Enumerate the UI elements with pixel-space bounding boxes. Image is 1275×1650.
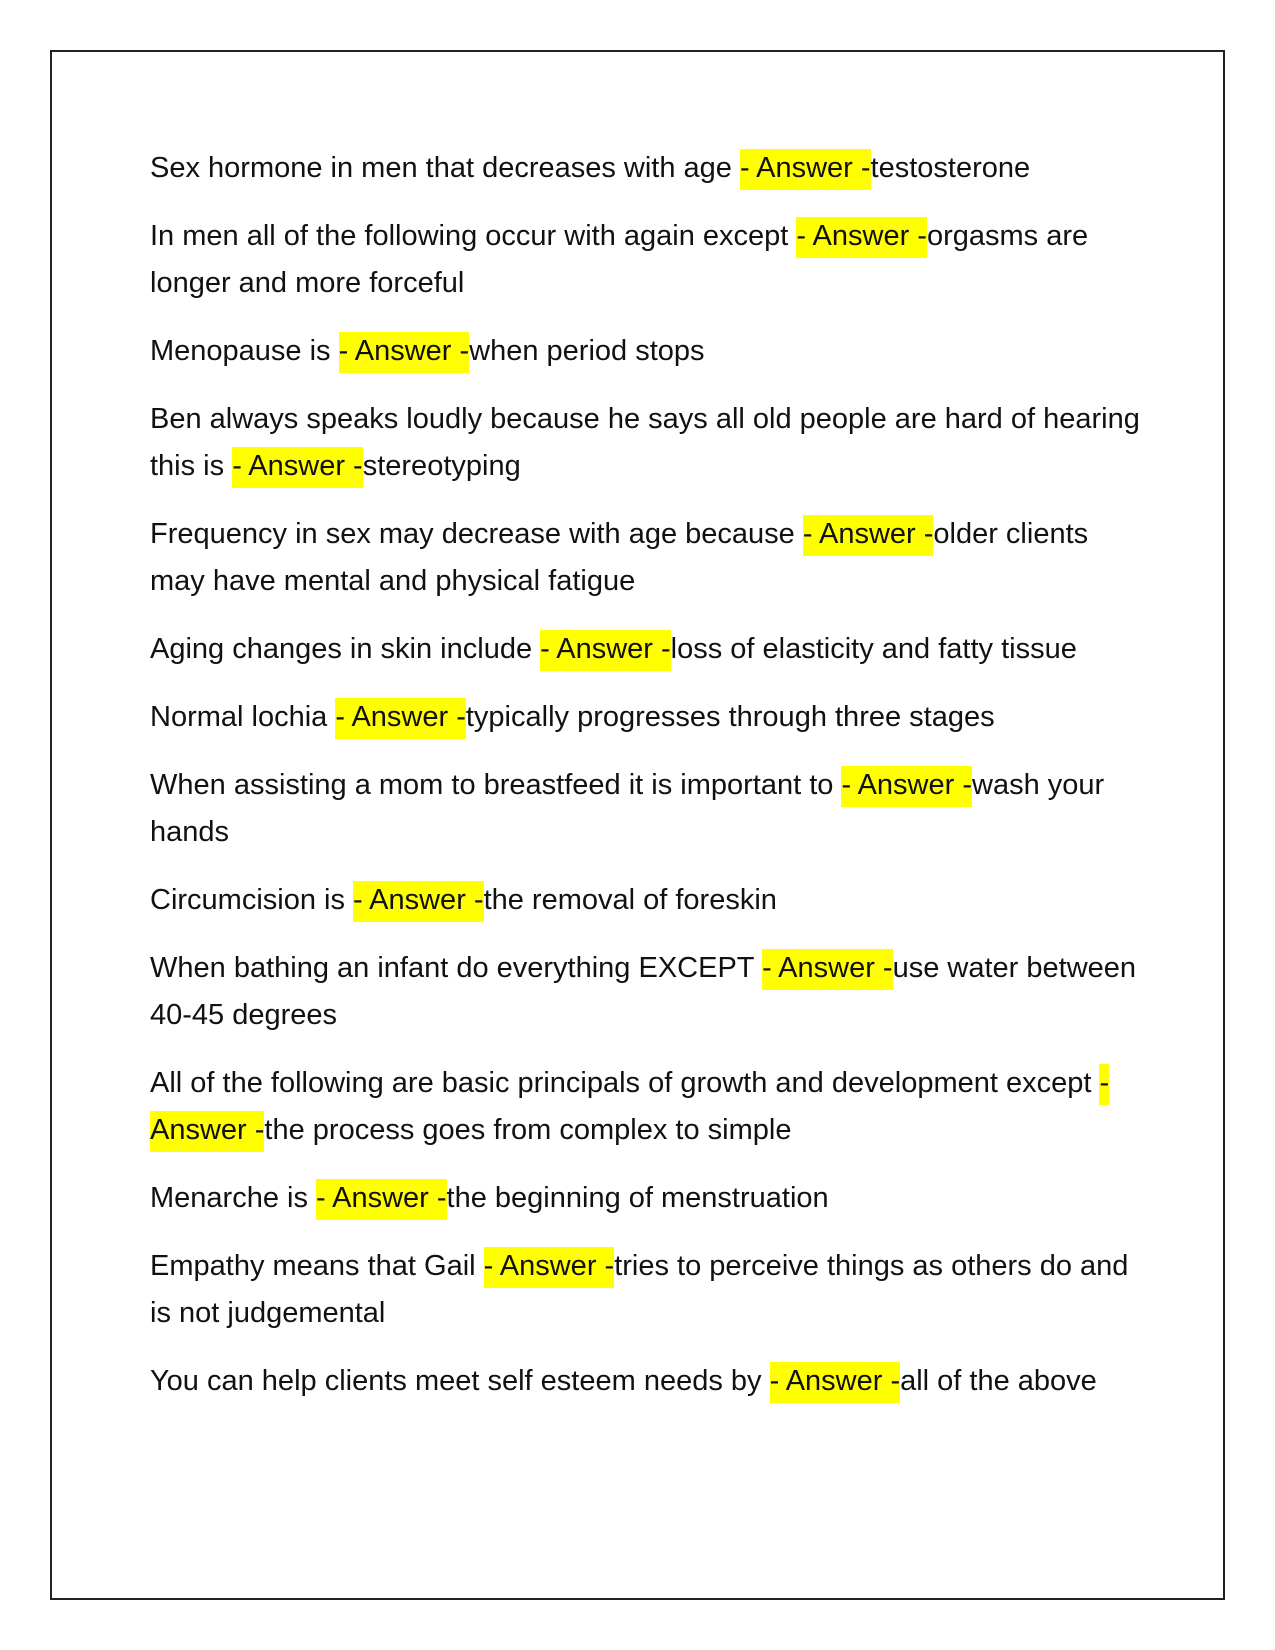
qa-item-3 bbox=[150, 328, 1140, 375]
answer-marker: - Answer - bbox=[796, 217, 927, 258]
question-text: Menopause is bbox=[150, 335, 339, 367]
answer-text: the beginning of menstruation bbox=[446, 1182, 829, 1214]
question-text: When assisting a mom to breastfeed it is important to bbox=[150, 769, 842, 801]
answer-marker: - Answer - bbox=[316, 1179, 447, 1220]
question-text: Ben always speaks loudly because he says all old people are hard of hearing this is bbox=[150, 403, 1140, 482]
question-text: Sex hormone in men that decreases with age bbox=[150, 152, 740, 184]
question-text: In men all of the following occur with again except bbox=[150, 220, 797, 252]
qa-item-4 bbox=[150, 396, 1140, 490]
qa-item-5 bbox=[150, 511, 1140, 605]
answer-marker: - Answer - bbox=[232, 447, 363, 488]
qa-item-9 bbox=[150, 877, 1140, 924]
answer-marker: - Answer - bbox=[335, 698, 466, 739]
answer-text: loss of elasticity and fatty tissue bbox=[670, 633, 1077, 665]
qa-item-7 bbox=[150, 694, 1140, 741]
answer-marker: - Answer - bbox=[740, 149, 871, 190]
answer-text: older clients may have mental and physical fatigue bbox=[150, 518, 1089, 597]
qa-item-13 bbox=[150, 1243, 1140, 1337]
answer-text: all of the above bbox=[900, 1365, 1097, 1397]
answer-text: orgasms are longer and more forceful bbox=[150, 220, 1089, 299]
answer-marker: - Answer - bbox=[803, 515, 934, 556]
answer-text: the removal of foreskin bbox=[483, 884, 777, 916]
question-text: Empathy means that Gail bbox=[150, 1250, 484, 1282]
question-text: Frequency in sex may decrease with age because bbox=[150, 518, 803, 550]
answer-marker: - Answer - bbox=[150, 1064, 1109, 1152]
answer-marker: - Answer - bbox=[484, 1247, 615, 1288]
question-text: You can help clients meet self esteem needs by bbox=[150, 1365, 770, 1397]
answer-text: use water between 40-45 degrees bbox=[150, 952, 1137, 1031]
answer-marker: - Answer - bbox=[762, 949, 893, 990]
qa-item-14 bbox=[150, 1358, 1140, 1405]
question-text: When bathing an infant do everything EXCEPT bbox=[150, 952, 763, 984]
answer-marker: - Answer - bbox=[540, 630, 671, 671]
question-text: Aging changes in skin include bbox=[150, 633, 541, 665]
question-text: Circumcision is bbox=[150, 884, 354, 916]
qa-item-1 bbox=[150, 145, 1140, 192]
answer-marker: - Answer - bbox=[353, 881, 484, 922]
question-text: All of the following are basic principals of growth and development except bbox=[150, 1067, 1100, 1099]
answer-text: the process goes from complex to simple bbox=[264, 1114, 792, 1146]
answer-text: tries to perceive things as others do and is not judgemental bbox=[150, 1250, 1129, 1329]
qa-item-11 bbox=[150, 1060, 1140, 1154]
qa-item-2 bbox=[150, 213, 1140, 307]
answer-text: testosterone bbox=[870, 152, 1031, 184]
question-answer-list bbox=[150, 145, 1140, 1426]
answer-text: wash your hands bbox=[150, 769, 1105, 848]
answer-marker: - Answer - bbox=[841, 766, 972, 807]
qa-item-10 bbox=[150, 945, 1140, 1039]
qa-item-6 bbox=[150, 626, 1140, 673]
qa-item-8 bbox=[150, 762, 1140, 856]
answer-marker: - Answer - bbox=[770, 1362, 901, 1403]
question-text: Menarche is bbox=[150, 1182, 317, 1214]
answer-text: typically progresses through three stages bbox=[465, 701, 995, 733]
answer-marker: - Answer - bbox=[339, 332, 470, 373]
question-text: Normal lochia bbox=[150, 701, 336, 733]
qa-item-12 bbox=[150, 1175, 1140, 1222]
answer-text: when period stops bbox=[469, 335, 705, 367]
answer-text: stereotyping bbox=[362, 450, 521, 482]
